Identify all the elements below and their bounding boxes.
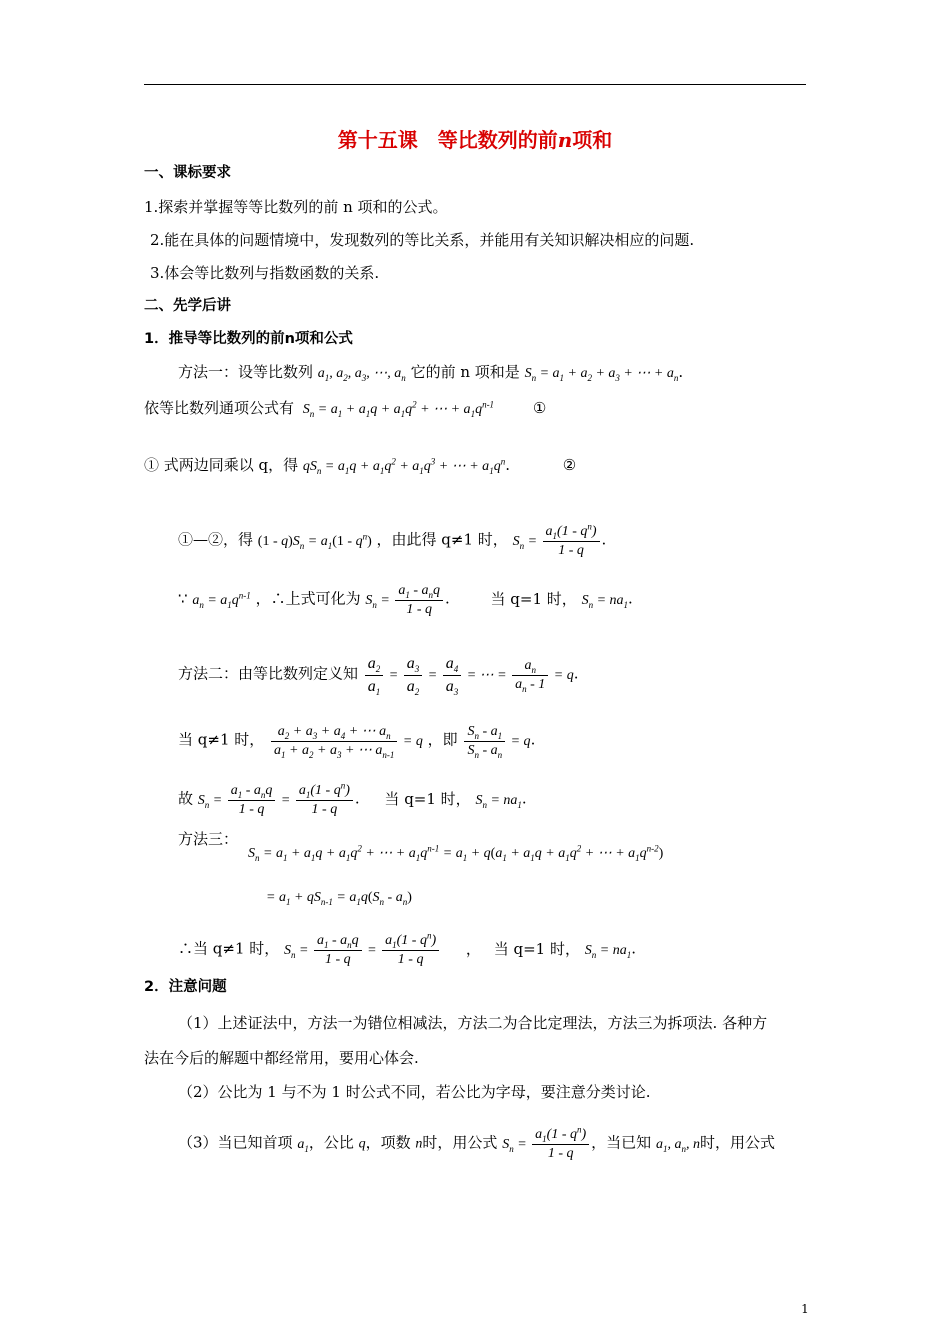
formula-sn-na1-2: $S_n = na_1$ [475, 792, 522, 810]
method2-line1: 方法二：由等比数列定义知 $\frac{a_2}{a_1}$ = $\frac{a_3}{a_2}$ = $\frac{a_4}{a_3}$ = ⋯ = $\frac{a_n}{a_n - 1}$ = q. [178, 655, 579, 698]
title-n: n [557, 128, 573, 152]
objective-3: 3.体会等比数列与指数函数的关系. [150, 264, 380, 282]
method2-line2: 当 q≠1 时， $\frac{a_2 + a_3 + a_4 + \cdots a_n}{a_1 + a_2 + a_3 + \cdots a_{n-1}}$ = q ，即 $\frac{S_n - a_1}{S_n - a_n}$ = q. [178, 724, 536, 760]
formula-sn-result1: $S_n$ = $\frac{a_1(1 - q^n)}{1 - q}$ [513, 534, 602, 549]
method2-condition: 当 q≠1 时， [178, 730, 265, 749]
formula-method3-a: $S_n = a_1 + a_1q + a_1q^2$ + ⋯ + $a_1q^{n-1} = a_1 + q(a_1 + a_1q + a_1q^2$ + ⋯ + $a_1q^{n-2}$) [248, 843, 664, 863]
title-text-2: 项和 [572, 128, 613, 152]
note-1b: 法在今后的解题中都经常用，要用心体会. [144, 1049, 419, 1067]
method1-intro: 方法一：设等比数列 [178, 363, 314, 381]
method1-line3: ① 式两边同乘以 q，得 $qS_n = a_1q + a_1q^2 + a_1q^3$ + ⋯ + $a_1q^n$. ② [144, 456, 577, 476]
note-2: （2）公比为 1 与不为 1 时公式不同，若公比为字母，要注意分类讨论. [178, 1083, 651, 1101]
method3-condition: ∴当 q≠1 时， [178, 939, 280, 958]
note-3-text-f: 时，用公式 [699, 1133, 775, 1152]
method1-text: 它的前 n 项和是 [410, 363, 520, 381]
page-number: 1 [801, 1302, 809, 1316]
note-3 [178, 1126, 775, 1163]
symbol-q: q [358, 1136, 366, 1152]
note-3-text-c: ，项数 [365, 1133, 411, 1152]
title-text-1: 第十五课 等比数列的前 [337, 128, 558, 152]
formula-sn-sum: $S_n = a_1 + a_2 + a_3$ + ⋯ + $a_n$ [524, 366, 679, 383]
method1-line1: 方法一：设等比数列 $a_1$, $a_2$, $a_3$, ⋯, $a_n$ 它的前 n 项和是 $S_n = a_1 + a_2 + a_3$ + ⋯ + $a_n$. [178, 363, 684, 383]
method3-label: 方法三： [178, 830, 239, 848]
objective-1: 1.探索并掌握等等比数列的前 n 项和的公式。 [144, 198, 448, 216]
equation-marker-2: ② [562, 456, 577, 474]
formula-note3: $S_n$ = $\frac{a_1(1 - q^n)}{1 - q}$ [502, 1137, 591, 1152]
formula-sn-ratio: $\frac{S_n - a_1}{S_n - a_n}$ = q [462, 734, 530, 749]
formula-an: $a_n = a_1q^{n-1}$ [192, 590, 251, 610]
equation-marker-1: ① [532, 399, 547, 417]
note-3-text-d: 时，用公式 [422, 1133, 498, 1152]
formula-sn-method3: $S_n$ = $\frac{a_1 - a_nq}{1 - q}$ = $\frac{a_1(1 - q^n)}{1 - q}$ [284, 943, 441, 958]
formula-subtract: $(1 - q)S_n = a_1(1 - q^n)$ [257, 531, 372, 551]
page-title [0, 124, 950, 153]
method3-q1-text: 当 q=1 时， [493, 939, 580, 958]
subtract-text: ①—②，得 [178, 530, 254, 549]
formula-ratio-chain: $\frac{a_2}{a_1}$ = $\frac{a_3}{a_2}$ = $\frac{a_4}{a_3}$ = ⋯ = $\frac{a_n}{a_n - 1}$ = q [363, 668, 574, 683]
method3-line3: ∴当 q≠1 时， $S_n$ = $\frac{a_1 - a_nq}{1 - q}$ = $\frac{a_1(1 - q^n)}{1 - q}$ ， 当 q=1 时， $S_n = na_1$. [178, 930, 636, 967]
objective-2: 2.能在具体的问题情境中，发现数列的等比关系，并能用有关知识解决相应的问题. [150, 231, 695, 249]
formula-sequence: $a_1$, $a_2$, $a_3$, ⋯, $a_n$ [317, 366, 406, 383]
section-heading-1: 一、课标要求 [144, 165, 231, 181]
condition-text: ，由此得 q≠1 时， [376, 530, 508, 549]
formula-eq2: $qS_n = a_1q + a_1q^2 + a_1q^3$ + ⋯ + $a_1q^n$ [302, 456, 506, 476]
therefore-text: 故 [178, 789, 194, 808]
namely-text: ，即 [427, 730, 458, 749]
note-1a: （1）上述证法中，方法一为错位相减法，方法二为合比定理法，方法三为拆项法. 各种方 [178, 1014, 768, 1032]
note-3-text-e: ，当已知 [591, 1133, 652, 1152]
formula-sum-ratio: $\frac{a_2 + a_3 + a_4 + \cdots a_n}{a_1 + a_2 + a_3 + \cdots a_{n-1}}$ = q [269, 734, 423, 749]
q-equals-1-text: 当 q=1 时， [490, 589, 577, 608]
multiply-text: ① 式两边同乘以 q，得 [144, 456, 299, 474]
method2-line3: 故 $S_n$ = $\frac{a_1 - a_nq}{1 - q}$ = $\frac{a_1(1 - q^n)}{1 - q}$ . 当 q=1 时， $S_n = na_1$. [178, 780, 527, 817]
note-3-text-a: （3）当已知首项 [178, 1133, 293, 1152]
general-term-text: 依等比数列通项公式有 [144, 399, 295, 417]
formula-sn-method2: $S_n$ = $\frac{a_1 - a_nq}{1 - q}$ = $\frac{a_1(1 - q^n)}{1 - q}$ [198, 793, 355, 808]
formula-sn-na1-3: $S_n = na_1$ [584, 942, 632, 960]
method1-line4: ①—②，得 $(1 - q)S_n = a_1(1 - q^n)$ ，由此得 q≠1 时， $S_n$ = $\frac{a_1(1 - q^n)}{1 - q}$ . [178, 521, 607, 558]
because-symbol: ∵ [178, 589, 188, 608]
symbol-a1: $a_1$ [297, 1136, 309, 1154]
section-heading-2: 二、先学后讲 [144, 298, 231, 314]
formula-eq1: $S_n = a_1 + a_1q + a_1q^2$ + ⋯ + $a_1q^{n-1}$ [302, 399, 495, 419]
subheading-derivation: 1．推导等比数列的前n项和公式 [144, 331, 353, 347]
method1-line5: ∵ $a_n = a_1q^{n-1}$ ，∴上式可化为 $S_n$ = $\frac{a_1 - a_nq}{1 - q}$ . 当 q=1 时， $S_n = na_1$. [178, 583, 633, 617]
method3-line1 [248, 842, 663, 864]
subheading-notes: 2．注意问题 [144, 979, 227, 995]
formula-sn-result2: $S_n$ = $\frac{a_1 - a_nq}{1 - q}$ [365, 593, 445, 608]
simplify-text: ，∴上式可化为 [255, 589, 361, 608]
method1-line2 [144, 398, 546, 420]
symbols-a1-an-n: $a_1$, $a_n$, n [655, 1136, 700, 1154]
note-3-text-b: ，公比 [308, 1133, 354, 1152]
formula-method3-b: = $a_1 + qS_{n-1} = a_1q(S_n - a_n)$ [266, 890, 412, 907]
header-rule [144, 84, 806, 85]
method3-line2 [266, 886, 412, 908]
formula-sn-na1: $S_n = na_1$ [581, 592, 629, 610]
method2-q1-text: 当 q=1 时， [384, 789, 471, 808]
symbol-n: n [415, 1136, 423, 1152]
method2-intro: 方法二：由等比数列定义知 [178, 664, 359, 683]
